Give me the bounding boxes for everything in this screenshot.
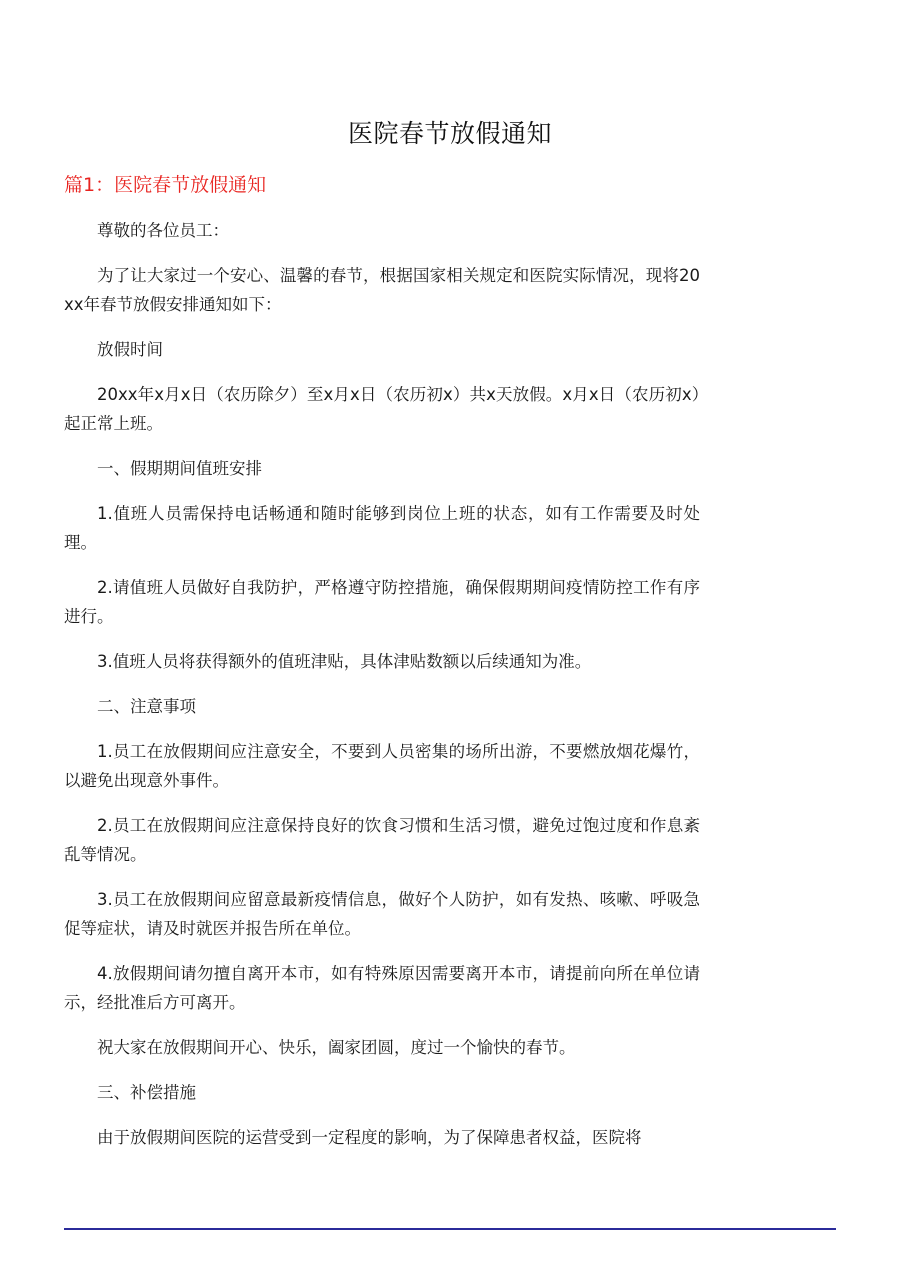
compensation-paragraph: 由于放假期间医院的运营受到一定程度的影响，为了保障患者权益，医院将 xyxy=(97,1128,642,1147)
document-title: 医院春节放假通知 xyxy=(347,119,552,148)
greeting: 尊敬的各位员工： xyxy=(97,221,229,240)
holiday-time-paragraph: 20xx年x月x日（农历除夕）至x月x日（农历初x）共x天放假。x月x日（农历初x）起正常上班。 xyxy=(64,385,700,433)
section-heading: 篇1：医院春节放假通知 xyxy=(64,174,267,196)
document-body xyxy=(64,216,700,1168)
notes-item-4: 4.放假期间请勿擅自离开本市，如有特殊原因需要离开本市，请提前向所在单位请示，经批准后方可离开。 xyxy=(64,964,700,1012)
duty-item-2: 2.请值班人员做好自我防护，严格遵守防控措施，确保假期期间疫情防控工作有序进行。 xyxy=(64,578,700,626)
wishes-paragraph: 祝大家在放假期间开心、快乐，阖家团圆，度过一个愉快的春节。 xyxy=(97,1038,576,1057)
duty-item-3: 3.值班人员将获得额外的值班津贴，具体津贴数额以后续通知为准。 xyxy=(97,652,592,671)
holiday-time-heading: 放假时间 xyxy=(97,340,163,359)
notes-heading: 二、注意事项 xyxy=(97,697,196,716)
duty-item-1: 1.值班人员需保持电话畅通和随时能够到岗位上班的状态，如有工作需要及时处理。 xyxy=(64,504,700,552)
notes-item-2: 2.员工在放假期间应注意保持良好的饮食习惯和生活习惯，避免过饱过度和作息紊乱等情况。 xyxy=(64,816,700,864)
notes-item-3: 3.员工在放假期间应留意最新疫情信息，做好个人防护，如有发热、咳嗽、呼吸急促等症状，请及时就医并报告所在单位。 xyxy=(64,890,700,938)
notes-item-1: 1.员工在放假期间应注意安全，不要到人员密集的场所出游，不要燃放烟花爆竹，以避免出现意外事件。 xyxy=(64,742,700,790)
duty-arrangement-heading: 一、假期期间值班安排 xyxy=(97,459,262,478)
intro-paragraph: 为了让大家过一个安心、温馨的春节，根据国家相关规定和医院实际情况，现将20xx年春节放假安排通知如下： xyxy=(64,266,700,314)
footer-divider xyxy=(64,1228,836,1230)
compensation-heading: 三、补偿措施 xyxy=(97,1083,196,1102)
